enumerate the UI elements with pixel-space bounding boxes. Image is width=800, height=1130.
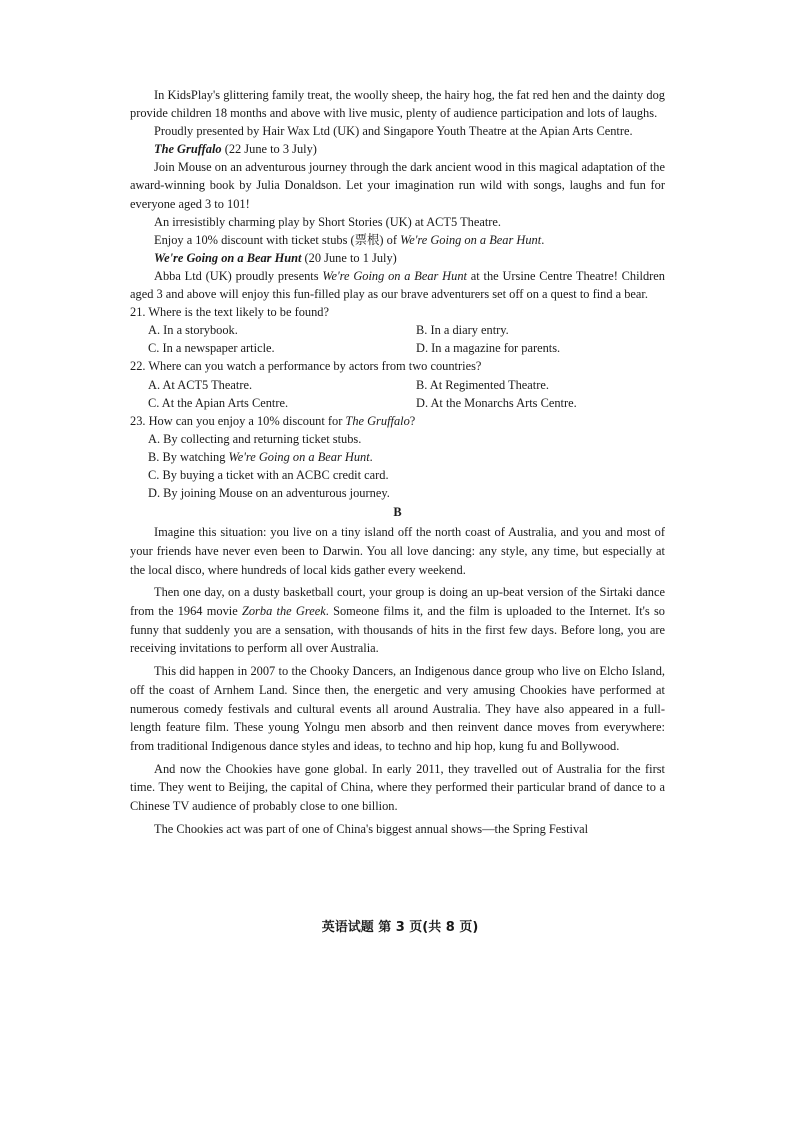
show-dates-bear-hunt: (20 June to 1 July) bbox=[301, 250, 397, 265]
question-23-stem-text: 23. How can you enjoy a 10% discount for bbox=[130, 413, 346, 428]
question-22-options-row-2 bbox=[130, 394, 665, 412]
question-22-stem: 22. Where can you watch a performance by actors from two countries? bbox=[130, 359, 482, 374]
question-23-option-b-end: . bbox=[369, 449, 373, 464]
question-21-option-a[interactable]: A. In a storybook. bbox=[148, 323, 238, 338]
passage-b-paragraph-2 bbox=[130, 583, 665, 658]
section-heading-b: B bbox=[393, 505, 402, 520]
question-22-option-a[interactable]: A. At ACT5 Theatre. bbox=[148, 377, 253, 392]
passage-a-paragraph-5 bbox=[130, 231, 665, 249]
question-23-stem-end: ? bbox=[409, 413, 416, 428]
question-21-option-c[interactable]: C. In a newspaper article. bbox=[148, 341, 275, 356]
question-23-stem-title: The Gruffalo bbox=[345, 413, 410, 428]
question-22-option-b[interactable]: B. At Regimented Theatre. bbox=[416, 377, 549, 392]
question-21-options-row-2 bbox=[130, 339, 665, 357]
passage-a-paragraph-4: An irresistibly charming play by Short Stories (UK) at ACT5 Theatre. bbox=[154, 214, 501, 229]
passage-a-paragraph-2: Proudly presented by Hair Wax Ltd (UK) and Singapore Youth Theatre at the Apian Arts Centre. bbox=[154, 124, 633, 139]
discount-text: Enjoy a 10% discount with ticket stubs (票根) of bbox=[154, 232, 401, 247]
question-23-option-b-text: B. By watching bbox=[148, 449, 229, 464]
question-23-option-a[interactable]: A. By collecting and returning ticket stubs. bbox=[148, 431, 362, 446]
show-dates-gruffalo: (22 June to 3 July) bbox=[221, 142, 317, 157]
movie-title: Zorba the Greek bbox=[241, 604, 326, 619]
bear-hunt-title: We're Going on a Bear Hunt bbox=[322, 268, 467, 283]
passage-b-paragraph-2-rest: . Someone films it, and the film is uploaded to the Internet. It's so funny that suddenly you are a sensation, with thousands of hits in the first few days. Before long, you are receiving invitations to perform all over Australia. bbox=[130, 604, 665, 656]
show-title-bear-hunt: We're Going on a Bear Hunt bbox=[154, 250, 302, 265]
show-heading-gruffalo bbox=[130, 140, 665, 158]
question-22-option-c[interactable]: C. At the Apian Arts Centre. bbox=[148, 395, 289, 410]
question-23-option-d[interactable]: D. By joining Mouse on an adventurous journey. bbox=[148, 486, 390, 501]
question-21-options-row-1 bbox=[130, 321, 665, 339]
question-21-option-b[interactable]: B. In a diary entry. bbox=[416, 323, 509, 338]
passage-b-paragraph-2-text: Then one day, on a dusty basketball court, your group is doing an up-beat version of the Sirtaki dance from the 1964 movie bbox=[130, 585, 665, 619]
question-23-option-b[interactable] bbox=[130, 448, 665, 466]
discount-end: . bbox=[541, 232, 545, 247]
question-23-option-b-title: We're Going on a Bear Hunt bbox=[228, 449, 370, 464]
passage-b-paragraph-1: Imagine this situation: you live on a tiny island off the north coast of Australia, and you and most of your friends have never even been to Darwin. You all love dancing: any style, any time, but especially at the local disco, where hundreds of local kids gather every weekend. bbox=[130, 525, 665, 577]
question-23-option-c[interactable]: C. By buying a ticket with an ACBC credit card. bbox=[148, 467, 389, 482]
passage-a-paragraph-6 bbox=[130, 267, 665, 303]
passage-b-paragraph-3: This did happen in 2007 to the Chooky Dancers, an Indigenous dance group who live on Elcho Island, off the coast of Arnhem Land. Since then, the energetic and very amusing Chookies have performed at numerous comedy festivals and cultural events all around Australia. They have also appeared in a full-length feature film. These young Yolngu men absorb and then reinvent dance moves from everywhere: from traditional Indigenous dance styles and ideas, to techno and hip hop, kung fu and Bollywood. bbox=[130, 664, 665, 753]
question-22-option-d[interactable]: D. At the Monarchs Arts Centre. bbox=[416, 395, 577, 410]
show-title-gruffalo: The Gruffalo bbox=[154, 142, 222, 157]
bear-hunt-description: at the Ursine Centre Theatre! Children aged 3 and above will enjoy this fun-filled play as our brave adventurers set off on a quest to find a bear. bbox=[130, 268, 665, 302]
passage-a-paragraph-3: Join Mouse on an adventurous journey through the dark ancient wood in this magical adaptation of the award-winning book by Julia Donaldson. Let your imagination run wild with songs, laughs and fun for everyone aged 3 to 101! bbox=[130, 160, 665, 211]
bear-hunt-intro: Abba Ltd (UK) proudly presents bbox=[154, 268, 323, 283]
page-footer: 英语试题 第 3 页(共 8 页) bbox=[321, 920, 479, 935]
question-23-stem bbox=[130, 412, 665, 430]
show-heading-bear-hunt bbox=[130, 249, 665, 267]
discount-show-title: We're Going on a Bear Hunt bbox=[400, 232, 542, 247]
passage-b-paragraph-4: And now the Chookies have gone global. In early 2011, they travelled out of Australia for the first time. They went to Beijing, the capital of China, where they performed their particular brand of dance to a Chinese TV audience of probably close to one billion. bbox=[130, 761, 665, 814]
passage-b bbox=[130, 503, 665, 838]
question-21-option-d[interactable]: D. In a magazine for parents. bbox=[416, 341, 561, 356]
passage-a-paragraph-1: In KidsPlay's glittering family treat, the woolly sheep, the hairy hog, the fat red hen and the dainty dog provide children 18 months and above with live music, plenty of audience participation and lots of laughs. bbox=[130, 88, 665, 121]
question-21-stem: 21. Where is the text likely to be found? bbox=[130, 305, 330, 320]
passage-b-paragraph-5: The Chookies act was part of one of China's biggest annual shows—the Spring Festival bbox=[154, 821, 589, 836]
page-content bbox=[130, 86, 665, 839]
question-22-options-row-1 bbox=[130, 376, 665, 394]
